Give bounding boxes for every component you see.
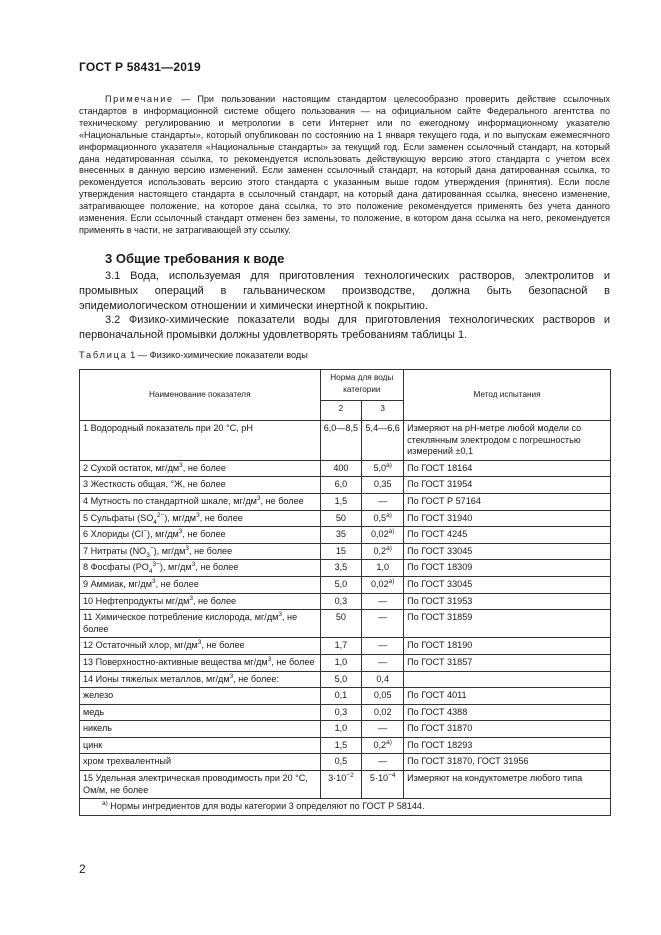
cell-norm-cat3 — [362, 543, 404, 560]
header-category-3: 3 — [362, 401, 404, 421]
cell-norm-cat3 — [362, 638, 404, 655]
cell-norm-cat2 — [320, 754, 362, 771]
cell-method — [404, 737, 611, 754]
norm-value: — — [378, 495, 388, 506]
cell-norm-cat2 — [320, 510, 362, 527]
header-name: Наименование показателя — [80, 370, 321, 421]
norm-value: 6,0—8,5 — [323, 423, 359, 433]
cell-norm-cat3 — [362, 771, 404, 799]
cell-method — [404, 593, 611, 610]
norm-value: 0,5 — [334, 756, 348, 767]
method-text: По ГОСТ 33045 — [407, 578, 473, 589]
norm-value: 5·10 — [369, 773, 389, 784]
cell-method — [404, 477, 611, 494]
table-row — [80, 477, 611, 494]
table-row — [80, 560, 611, 577]
cell-norm-cat3 — [362, 576, 404, 593]
cell-norm-cat3 — [362, 754, 404, 771]
cell-method — [404, 576, 611, 593]
table-row — [80, 671, 611, 688]
page-number: 2 — [79, 862, 86, 876]
parameter-name-part: , не более — [260, 495, 304, 506]
norm-value: — — [378, 595, 388, 606]
norm-value: 0,2 — [373, 545, 387, 556]
cell-norm-cat2 — [320, 638, 362, 655]
superscript: 3 — [179, 461, 183, 469]
norm-value: 5,0 — [334, 673, 348, 684]
cell-parameter-name — [80, 460, 321, 477]
superscript: 3 — [191, 561, 196, 569]
superscript: − — [149, 544, 154, 552]
cell-method — [404, 610, 611, 638]
cell-parameter-name — [80, 493, 321, 510]
cell-norm-cat2 — [320, 688, 362, 705]
parameter-name-part: 10 Нефтепродукты мг/дм — [83, 595, 190, 606]
cell-norm-cat2 — [320, 721, 362, 738]
footnote-text: Нормы ингредиентов для воды категории 3 определяют по ГОСТ Р 58144. — [107, 801, 425, 812]
parameter-name-part: ), мг/дм — [164, 512, 197, 523]
norm-value: 1,5 — [334, 495, 348, 506]
cell-parameter-name — [80, 421, 321, 461]
norm-value: 3·10 — [328, 773, 347, 784]
exponent: −4 — [388, 772, 396, 780]
table-row — [80, 460, 611, 477]
parameter-name: никель — [83, 723, 112, 734]
footnote-mark: а) — [102, 800, 108, 808]
method-text: По ГОСТ 31870, ГОСТ 31956 — [407, 756, 529, 767]
footnote-mark: а) — [386, 511, 392, 519]
table-row — [80, 493, 611, 510]
cell-parameter-name — [80, 671, 321, 688]
table-row — [80, 771, 611, 799]
table-row — [80, 654, 611, 671]
note-dash: — — [173, 94, 198, 104]
cell-parameter-name — [80, 754, 321, 771]
norm-value: 1,5 — [334, 739, 348, 750]
cell-norm-cat3 — [362, 671, 404, 688]
cell-parameter-name — [80, 737, 321, 754]
superscript: 3 — [256, 494, 261, 502]
norm-value: — — [378, 756, 388, 767]
cell-parameter-name — [80, 638, 321, 655]
parameter-name-part: , не более — [182, 529, 226, 540]
parameter-name-part: ), мг/дм — [153, 545, 186, 556]
subscript: 3 — [146, 551, 150, 559]
cell-norm-cat2 — [320, 493, 362, 510]
cell-method — [404, 688, 611, 705]
parameter-name: 1 Водородный показатель при 20 °C, pH — [83, 423, 253, 433]
footnote-mark: а) — [388, 528, 395, 536]
footnote-mark: а) — [386, 461, 392, 469]
footnote-mark: а) — [388, 577, 395, 585]
cell-parameter-name — [80, 771, 321, 799]
cell-method — [404, 510, 611, 527]
cell-norm-cat2 — [320, 737, 362, 754]
norm-value: — — [378, 640, 388, 651]
cell-norm-cat3 — [362, 654, 404, 671]
cell-parameter-name — [80, 721, 321, 738]
superscript: 3 — [151, 577, 156, 585]
subscript: 4 — [148, 568, 153, 576]
cell-norm-cat3 — [362, 610, 404, 638]
table-caption-text: 1 — Физико-химические показатели воды — [127, 350, 308, 360]
table-row — [80, 593, 611, 610]
cell-method — [404, 460, 611, 477]
cell-parameter-name — [80, 477, 321, 494]
parameter-name-part: , не более — [192, 595, 237, 606]
cell-norm-cat3 — [362, 737, 404, 754]
norm-value: 50 — [335, 512, 346, 523]
cell-method — [404, 560, 611, 577]
cell-parameter-name — [80, 610, 321, 638]
table-footnote — [80, 799, 611, 816]
parameter-name-part: 13 Поверхностно-активные вещества мг/дм — [83, 656, 268, 667]
method-text: По ГОСТ 4011 — [407, 690, 467, 701]
note-label: Примечание — [105, 94, 174, 104]
table-row — [80, 610, 611, 638]
header-method: Метод испытания — [404, 370, 611, 421]
superscript: 3 — [178, 528, 183, 536]
cell-norm-cat3 — [362, 688, 404, 705]
cell-method — [404, 771, 611, 799]
cell-norm-cat2 — [320, 576, 362, 593]
cell-norm-cat3 — [362, 527, 404, 544]
method-text: По ГОСТ 18293 — [407, 739, 473, 750]
cell-norm-cat3 — [362, 421, 404, 461]
section-title: 3 Общие требования к воде — [105, 251, 285, 266]
norm-value: 0,02 — [370, 578, 389, 589]
cell-norm-cat2 — [320, 421, 362, 461]
table-row — [80, 527, 611, 544]
subscript: 4 — [153, 518, 157, 526]
norm-value: 5,4—6,6 — [365, 423, 400, 433]
exponent: −2 — [346, 772, 354, 780]
cell-method — [404, 654, 611, 671]
norm-value: 5,0 — [334, 578, 348, 589]
cell-method — [404, 421, 611, 461]
superscript: − — [143, 528, 148, 536]
parameter-name-part: , не более: — [233, 673, 279, 684]
norm-value: 6,0 — [334, 479, 348, 490]
parameter-name-part: , не более — [195, 562, 239, 573]
cell-norm-cat3 — [362, 493, 404, 510]
parameter-name: цинк — [83, 739, 103, 750]
table-caption — [79, 350, 308, 360]
cell-parameter-name — [80, 560, 321, 577]
norm-value: 0,05 — [373, 690, 392, 701]
cell-norm-cat2 — [320, 704, 362, 721]
table-row-metal — [80, 704, 611, 721]
superscript: 3− — [152, 561, 160, 569]
paragraph-3-1: 3.1 Вода, используемая для приготовления технологических растворов, электролитов и промывных операций в гальваническом производстве, должна быть безопасной в эпидемиологическом отношении и химически инертной к покрытию. — [79, 270, 610, 313]
cell-method — [404, 493, 611, 510]
cell-parameter-name — [80, 510, 321, 527]
norm-value: 0,3 — [334, 595, 348, 606]
norm-value: 0,1 — [334, 690, 348, 701]
parameter-name: 15 Удельная электрическая проводимость при 20 °C, Ом/м, не более — [83, 773, 308, 795]
table-row — [80, 638, 611, 655]
superscript: 2− — [156, 511, 165, 519]
norm-value: — — [378, 656, 388, 667]
norm-value: — — [378, 612, 388, 623]
method-text: По ГОСТ 18309 — [407, 562, 473, 573]
norm-value: 0,02 — [370, 529, 389, 540]
norm-value: — — [378, 723, 388, 734]
cell-norm-cat2 — [320, 593, 362, 610]
cell-norm-cat3 — [362, 460, 404, 477]
note-text: При пользовании настоящим стандартом целесообразно проверить действие ссылочных стандартов в информационной системе общего пользования — на официальном сайте Федерального агентства по техническому регулированию и метрологии в сети Интернет или по ежегодному информационному указателю «Национальные стандарты», который опубликован по состоянию на 1 января текущего года, и по выпускам ежемесячного информационного указателя «Национальные стандарты» за текущий год. Если заменен ссылочный стандарт, на который дана недатированная ссылка, то рекомендуется использовать действующую версию этого стандарта с учетом всех внесенных в данную версию изменений. Если заменен ссылочный стандарт, на который дана датированная ссылка, то рекомендуется использовать версию этого стандарта с указанным выше годом утверждения (принятия). Если после утверждения настоящего стандарта в ссылочный стандарт, на который дана датированная ссылка, внесено изменение, затрагивающее положение, на которое дана ссылка, то это положение рекомендуется применять без учета данного изменения. Если ссылочный стандарт отменен без замены, то положение, в котором дана ссылка на него, рекомендуется применять в части, не затрагивающей эту ссылку. — [79, 94, 610, 235]
note-block — [79, 94, 610, 237]
superscript: 3 — [278, 611, 282, 619]
parameter-name-part: , не более — [199, 512, 243, 523]
cell-method — [404, 754, 611, 771]
parameter-name: 3 Жесткость общая, °Ж, не более — [83, 479, 226, 490]
parameter-name-part: 8 Фосфаты (PO — [83, 562, 149, 573]
cell-norm-cat3 — [362, 721, 404, 738]
method-text: Измеряют на кондуктометре любого типа — [407, 773, 583, 784]
norm-value: 0,02 — [373, 706, 392, 717]
superscript: 3 — [189, 594, 193, 602]
norm-value: 0,2 — [373, 739, 387, 750]
norm-value: 0,5 — [373, 512, 387, 523]
cell-parameter-name — [80, 543, 321, 560]
cell-norm-cat2 — [320, 610, 362, 638]
cell-norm-cat2 — [320, 654, 362, 671]
method-text: По ГОСТ 31859 — [407, 612, 473, 623]
parameter-name-part: 4 Мутность по стандартной шкале, мг/дм — [83, 495, 257, 506]
norm-value: 1,0 — [376, 562, 390, 573]
header-norm: Норма для воды категории — [320, 370, 404, 401]
cell-parameter-name — [80, 593, 321, 610]
parameter-name: железо — [83, 690, 114, 701]
norm-value: 50 — [335, 612, 346, 623]
parameter-name-part: 6 Хлориды (Cl — [83, 529, 144, 540]
cell-norm-cat3 — [362, 593, 404, 610]
cell-method — [404, 638, 611, 655]
parameter-name-part: 5 Сульфаты (SO — [83, 512, 154, 523]
parameter-name-part: 11 Химическое потребление кислорода, мг/дм — [83, 612, 279, 623]
water-parameters-table — [79, 369, 611, 816]
cell-norm-cat2 — [320, 477, 362, 494]
method-text: По ГОСТ 18164 — [407, 462, 473, 473]
parameter-name-part: , не более — [182, 462, 226, 473]
norm-value: 400 — [333, 462, 349, 473]
table-row — [80, 543, 611, 560]
method-text: По ГОСТ 31870 — [407, 723, 473, 734]
table-row-metal — [80, 754, 611, 771]
cell-norm-cat3 — [362, 704, 404, 721]
superscript: 3 — [229, 672, 234, 680]
parameter-name-part: 12 Остаточный хлор, мг/дм — [83, 640, 198, 651]
parameter-name-part: , не более — [83, 612, 298, 634]
superscript: 3 — [267, 655, 272, 663]
cell-parameter-name — [80, 576, 321, 593]
paragraph-3-2: 3.2 Физико-химические показатели воды для приготовления технологических растворов и первоначальной промывки должны удовлетворять требованиям таблицы 1. — [79, 314, 610, 342]
table-row-metal — [80, 688, 611, 705]
cell-norm-cat2 — [320, 527, 362, 544]
superscript: 3 — [197, 639, 202, 647]
cell-parameter-name — [80, 704, 321, 721]
method-text: По ГОСТ 31940 — [407, 512, 473, 523]
parameter-name-part: , не более — [271, 656, 315, 667]
norm-value: 0,3 — [334, 706, 348, 717]
method-text: По ГОСТ 33045 — [407, 545, 473, 556]
method-text: По ГОСТ 18190 — [407, 640, 473, 651]
cell-norm-cat2 — [320, 460, 362, 477]
cell-norm-cat2 — [320, 771, 362, 799]
document-code: ГОСТ Р 58431—2019 — [79, 60, 201, 74]
parameter-name-part: 7 Нитраты (NO — [83, 545, 147, 556]
superscript: 3 — [196, 511, 200, 519]
norm-value: 0,35 — [373, 479, 392, 490]
superscript: 3 — [185, 544, 190, 552]
cell-method — [404, 704, 611, 721]
method-text: По ГОСТ 4245 — [407, 529, 468, 540]
parameter-name-part: ), мг/дм — [159, 562, 192, 573]
parameter-name: хром трехвалентный — [83, 756, 172, 767]
table-caption-label: Таблица — [79, 350, 128, 360]
table-row-metal — [80, 737, 611, 754]
cell-norm-cat3 — [362, 477, 404, 494]
norm-value: 5,0 — [373, 462, 387, 473]
footnote-mark: а) — [386, 544, 392, 552]
cell-method — [404, 543, 611, 560]
norm-value: 1,0 — [334, 656, 348, 667]
method-text: По ГОСТ Р 57164 — [407, 495, 481, 506]
norm-value: 1,7 — [334, 640, 348, 651]
method-text: По ГОСТ 31857 — [407, 656, 473, 667]
norm-value: 3,5 — [334, 562, 348, 573]
parameter-name-part: , не более — [201, 640, 245, 651]
method-text: По ГОСТ 31953 — [407, 595, 473, 606]
parameter-name-part: 2 Сухой остаток, мг/дм — [83, 462, 180, 473]
method-text: По ГОСТ 4388 — [407, 706, 468, 717]
method-text: По ГОСТ 31954 — [407, 479, 473, 490]
parameter-name-part: , не более — [155, 578, 199, 589]
table-footnote-row — [80, 799, 611, 816]
cell-parameter-name — [80, 654, 321, 671]
norm-value: 15 — [335, 545, 346, 556]
parameter-name-part: ), мг/дм — [147, 529, 179, 540]
cell-method — [404, 671, 611, 688]
parameter-name-part: , не более — [189, 545, 233, 556]
cell-method — [404, 527, 611, 544]
header-category-2: 2 — [320, 401, 362, 421]
cell-norm-cat3 — [362, 510, 404, 527]
norm-value: 1,0 — [334, 723, 348, 734]
table-row-metal — [80, 721, 611, 738]
norm-value: 35 — [335, 529, 346, 540]
cell-parameter-name — [80, 688, 321, 705]
cell-method — [404, 721, 611, 738]
parameter-name-part: 14 Ионы тяжелых металлов, мг/дм — [83, 673, 230, 684]
cell-norm-cat2 — [320, 560, 362, 577]
table-row — [80, 576, 611, 593]
cell-norm-cat3 — [362, 560, 404, 577]
table-row — [80, 510, 611, 527]
cell-parameter-name — [80, 527, 321, 544]
footnote-mark: а) — [386, 738, 392, 746]
cell-norm-cat2 — [320, 671, 362, 688]
table-row — [80, 421, 611, 461]
parameter-name: медь — [83, 706, 105, 717]
method-text: Измеряют на pH-метре любой модели со стеклянным электродом с погрешностью измерений ±0,1 — [407, 423, 582, 457]
norm-value: 0,4 — [376, 673, 390, 684]
parameter-name-part: 9 Аммиак, мг/дм — [83, 578, 152, 589]
cell-norm-cat2 — [320, 543, 362, 560]
